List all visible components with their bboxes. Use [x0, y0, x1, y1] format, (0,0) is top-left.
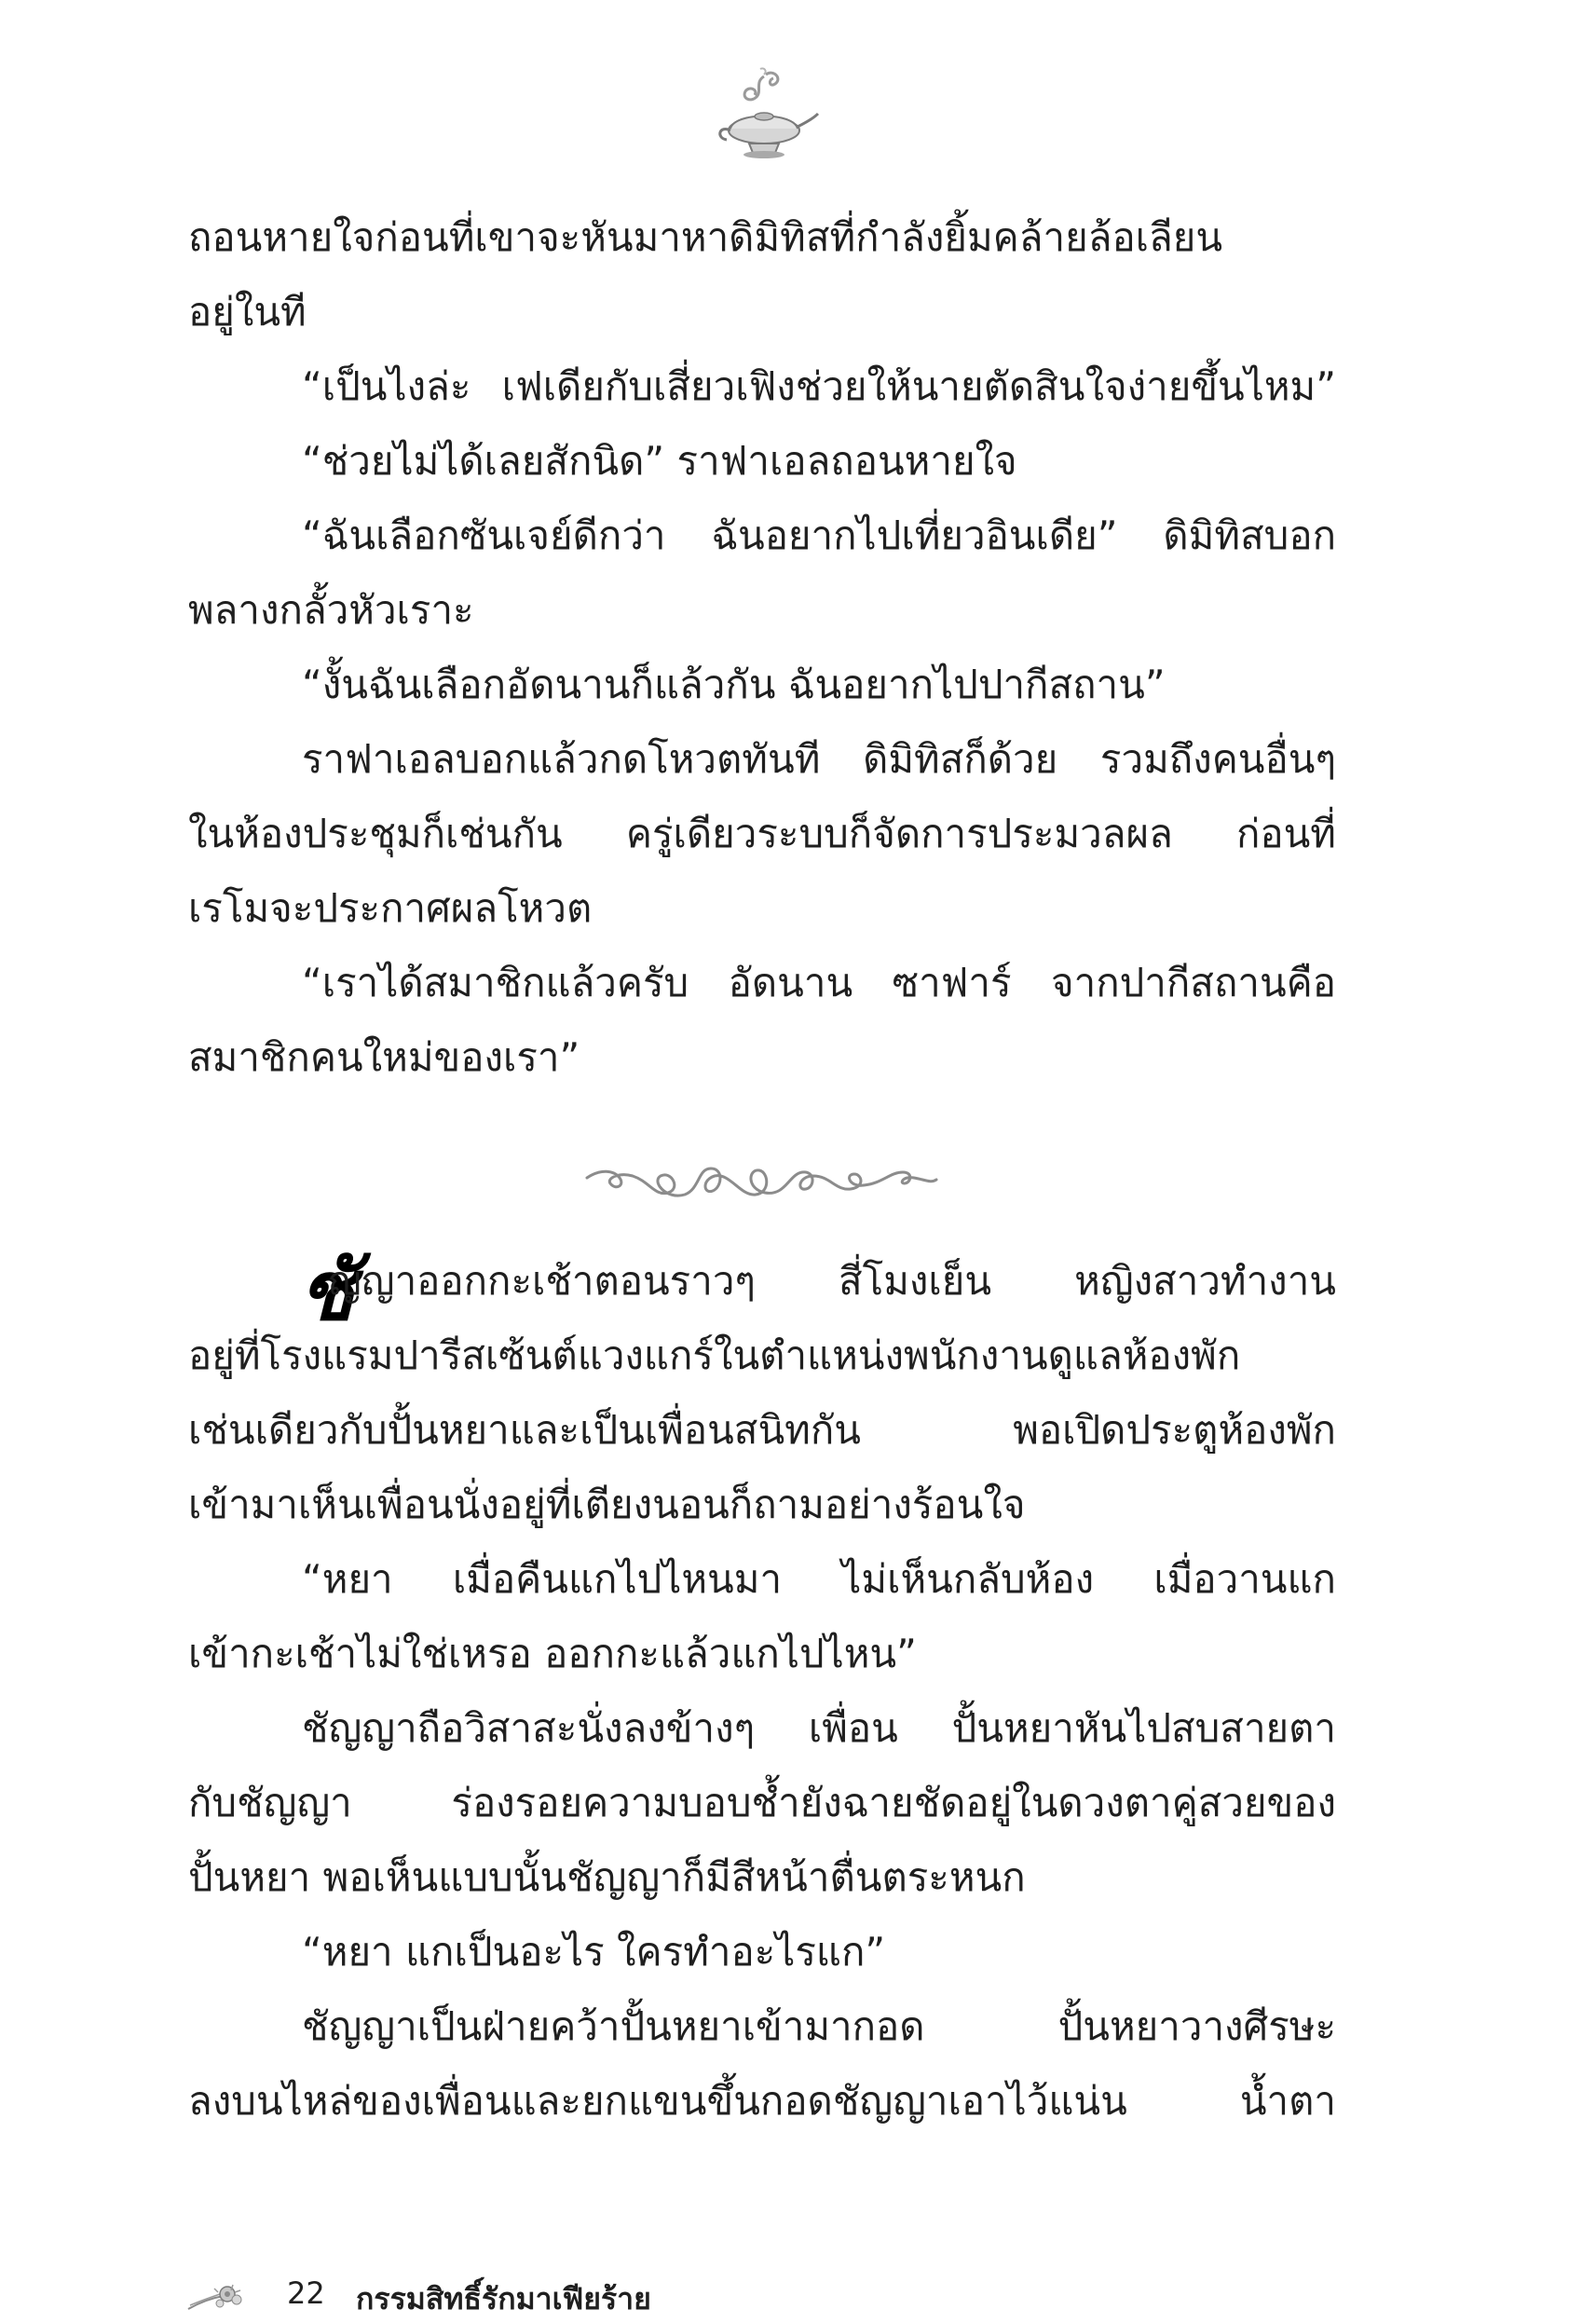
- text-line: ญญาออกกะเช้าตอนราวๆ สี่โมงเย็น หญิงสาวทำงาน: [328, 1258, 1336, 1304]
- text-line: ถอนหายใจก่อนที่เขาจะหันมาหาดิมิทิสที่กำลังยิ้มคล้ายล้อเลียน: [188, 214, 1223, 260]
- text-line: เข้ามาเห็นเพื่อนนั่งอยู่ที่เตียงนอนก็ถามอย่างร้อนใจ: [188, 1482, 1026, 1527]
- text-line: ชัญญาเป็นฝ่ายคว้าปั้นหยาเข้ามากอด ปั้นหยาวางศีรษะ: [302, 2003, 1336, 2049]
- text-line: “เป็นไงล่ะ เฟเดียกับเสี่ยวเฟิงช่วยให้นายตัดสินใจง่ายขึ้นไหม”: [302, 363, 1336, 409]
- text-line: กับชัญญา ร่องรอยความบอบช้ำยังฉายชัดอยู่ในดวงตาคู่สวยของ: [188, 1780, 1336, 1825]
- text-line: อยู่ที่โรงแรมปารีสเซ้นต์แวงแกร์ในตำแหน่งพนักงานดูแลห้องพัก: [188, 1332, 1241, 1378]
- text-line: ปั้นหยา พอเห็นแบบนั้นชัญญาก็มีสีหน้าตื่นตระหนก: [188, 1854, 1026, 1900]
- text-line: อยู่ในที: [188, 289, 307, 335]
- text-line: “ฉันเลือกซันเจย์ดีกว่า ฉันอยากไปเที่ยวอินเดีย” ดิมิทิสบอก: [302, 512, 1336, 558]
- flower-bouquet-icon: [186, 2281, 244, 2315]
- text-line: “ช่วยไม่ได้เลยสักนิด” ราฟาเอลถอนหายใจ: [302, 438, 1017, 484]
- text-line: พลางกลั้วหัวเราะ: [188, 587, 474, 633]
- text-line: “หยา แกเป็นอะไร ใครทำอะไรแก”: [302, 1929, 886, 1975]
- flourish-divider-icon: [582, 1155, 941, 1211]
- text-line: เรโมจะประกาศผลโหวต: [188, 885, 593, 931]
- book-title: กรรมสิทธิ์รักมาเฟียร้าย: [356, 2281, 651, 2316]
- text-line: ลงบนไหล่ของเพื่อนและยกแขนขึ้นกอดชัญญาเอาไว้แน่น น้ำตา: [188, 2078, 1336, 2124]
- text-line: ชัญญาถือวิสาสะนั่งลงข้างๆ เพื่อน ปั้นหยาหันไปสบสายตา: [302, 1705, 1336, 1751]
- text-line: ในห้องประชุมก็เช่นกัน ครู่เดียวระบบก็จัดการประมวลผล ก่อนที่: [188, 811, 1336, 856]
- text-line: “เราได้สมาชิกแล้วครับ อัดนาน ซาฟาร์ จากปากีสถานคือ: [302, 960, 1336, 1005]
- dropcap-letter: ชั: [298, 1242, 354, 1339]
- genie-lamp-icon: [708, 65, 820, 163]
- page-number: 22: [287, 2275, 325, 2311]
- text-line: “งั้นฉันเลือกอัดนานก็แล้วกัน ฉันอยากไปปากีสถาน”: [302, 662, 1166, 707]
- text-line: “หยา เมื่อคืนแกไปไหนมา ไม่เห็นกลับห้อง เมื่อวานแก: [302, 1556, 1336, 1602]
- text-line: เข้ากะเช้าไม่ใช่เหรอ ออกกะแล้วแกไปไหน”: [188, 1631, 917, 1676]
- text-line: ราฟาเอลบอกแล้วกดโหวตทันที ดิมิทิสก็ด้วย รวมถึงคนอื่นๆ: [302, 736, 1336, 782]
- text-line: เช่นเดียวกับปั้นหยาและเป็นเพื่อนสนิทกัน พอเปิดประตูห้องพัก: [188, 1407, 1336, 1453]
- text-line: สมาชิกคนใหม่ของเรา”: [188, 1034, 580, 1080]
